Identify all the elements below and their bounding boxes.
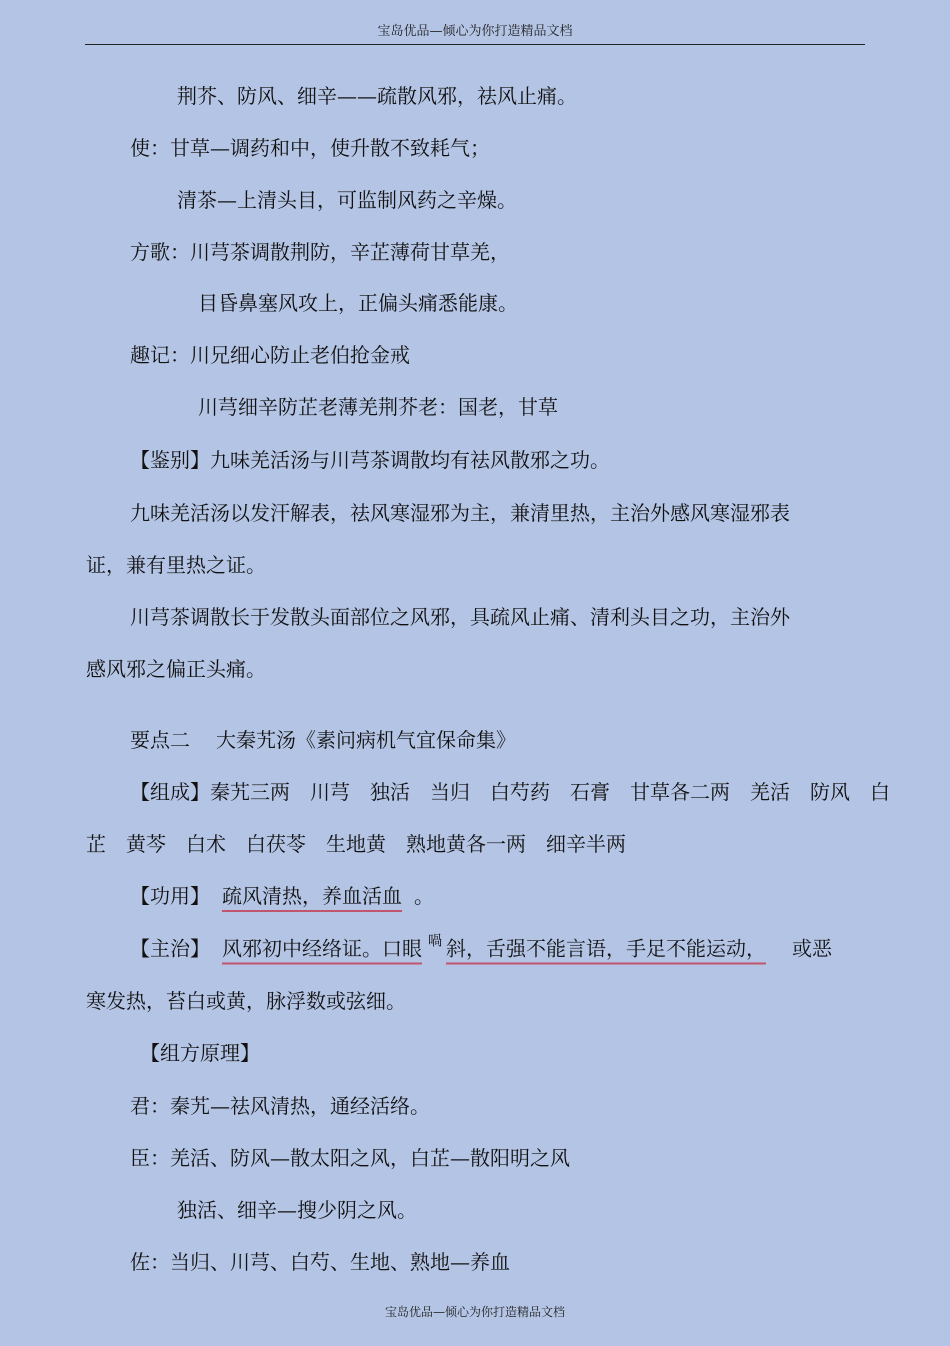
underlined-text: 斜，舌强不能言语，手足不能运动， — [446, 937, 766, 965]
text-line: 证，兼有里热之证。 — [86, 553, 266, 577]
text-line: 川芎茶调散长于发散头面部位之风邪，具疏风止痛、清利头目之功，主治外 — [130, 605, 790, 629]
text-line: 【鉴别】九味羌活汤与川芎茶调散均有祛风散邪之功。 — [130, 448, 610, 472]
text-line: 趣记：川兄细心防止老伯抢金戒 — [130, 343, 410, 367]
underlined-text: 疏风清热，养血活血 — [222, 884, 402, 912]
section-number: 要点二 — [130, 728, 190, 752]
function-label: 【功用】 — [130, 884, 210, 908]
page-header: 宝岛优品—倾心为你打造精品文档 — [377, 24, 573, 39]
text-line: 目昏鼻塞风攻上，正偏头痛悉能康。 — [198, 291, 518, 315]
text-line: 独活、细辛—搜少阴之风。 — [177, 1198, 417, 1222]
text-line: 清茶—上清头目，可监制风药之辛燥。 — [177, 188, 517, 212]
indication-label: 【主治】 — [130, 936, 210, 961]
text-line: 寒发热，苔白或黄，脉浮数或弦细。 — [86, 989, 406, 1013]
text-line: 川芎细辛防芷老薄羌荆芥老：国老，甘草 — [198, 395, 558, 419]
text-line: 君：秦艽—祛风清热，通经活络。 — [130, 1094, 430, 1118]
function-line: 【功用】 疏风清热，养血活血 。 — [130, 884, 434, 908]
text-line: 方歌：川芎茶调散荆防，辛芷薄荷甘草羌， — [130, 240, 510, 264]
indication-line: 【主治】 风邪初中经络证。口眼 $^喎$ 斜，舌强不能言语，手足不能运动， 或恶 — [130, 937, 832, 964]
text-line: 【组成】秦艽三两 川芎 独活 当归 白芍药 石膏 甘草各二两 羌活 防风 白 — [130, 780, 890, 804]
page-footer: 宝岛优品—倾心为你打造精品文档 — [384, 1305, 565, 1319]
text-line: 臣：羌活、防风—散太阳之风，白芷—散阳明之风 — [130, 1146, 570, 1170]
text-line: 九味羌活汤以发汗解表，祛风寒湿邪为主，兼清里热，主治外感风寒湿邪表 — [130, 501, 790, 525]
raised-character: 喎 — [428, 933, 442, 950]
text-line: 荆芥、防风、细辛——疏散风邪，祛风止痛。 — [177, 84, 577, 108]
text-line: 【组方原理】 — [140, 1041, 260, 1065]
section-heading — [130, 728, 516, 752]
text-line: 使：甘草—调药和中，使升散不致耗气； — [130, 136, 490, 160]
section-title: 大秦艽汤《素问病机气宜保命集》 — [216, 728, 516, 752]
text-line: 感风邪之偏正头痛。 — [86, 657, 266, 681]
text-line: 佐：当归、川芎、白芍、生地、熟地—养血 — [130, 1250, 510, 1274]
header-rule — [85, 44, 865, 45]
underlined-text: 风邪初中经络证。口眼 — [222, 937, 422, 965]
text-line: 芷 黄芩 白术 白茯苓 生地黄 熟地黄各一两 细辛半两 — [86, 832, 626, 856]
